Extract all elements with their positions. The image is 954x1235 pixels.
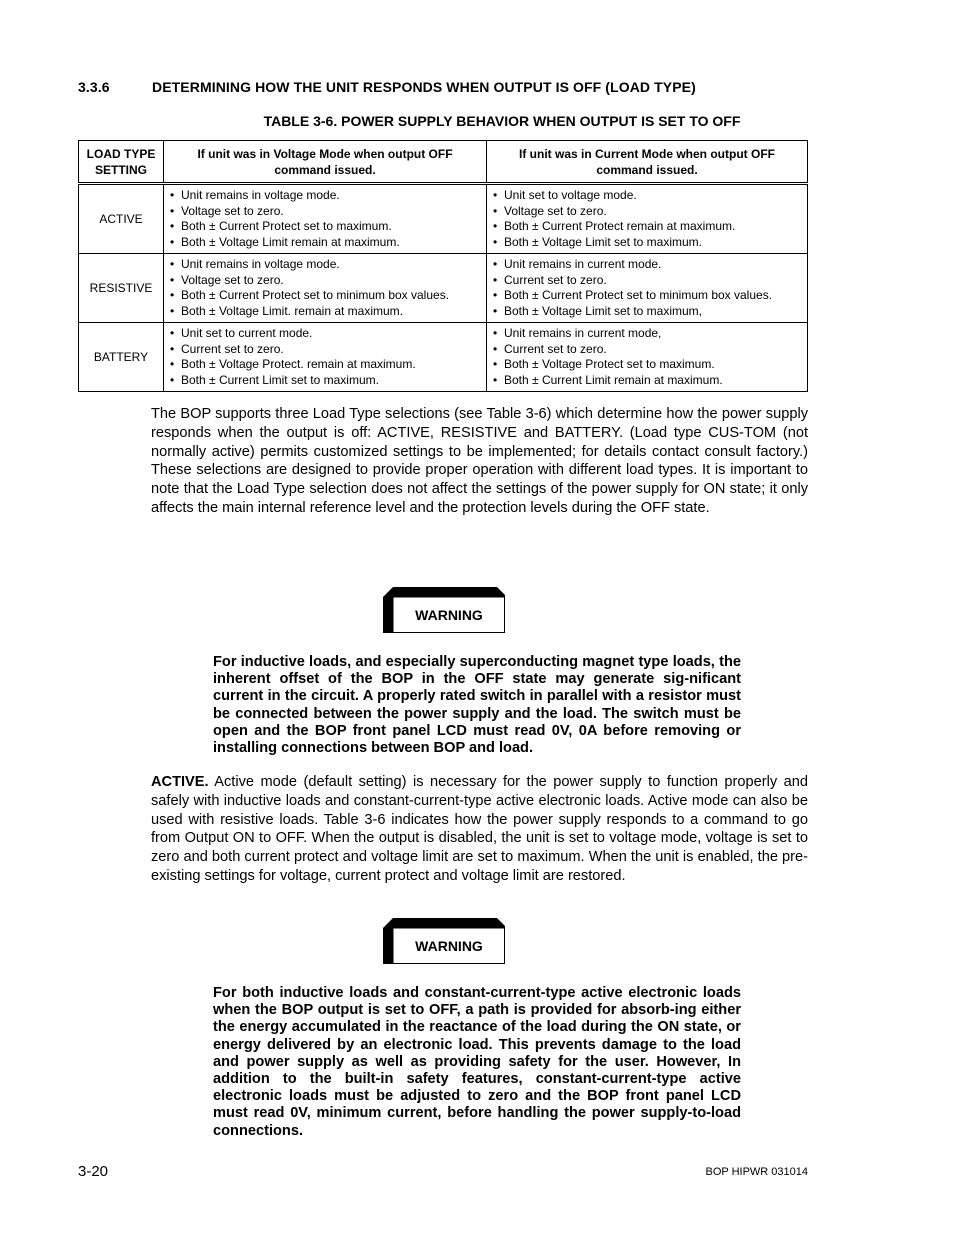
current-mode-cell: [487, 184, 808, 254]
section-title: DETERMINING HOW THE UNIT RESPONDS WHEN OUTPUT IS OFF (LOAD TYPE): [152, 79, 696, 95]
load-type-cell: BATTERY: [79, 323, 164, 392]
header-load-type: [79, 141, 164, 184]
list-item: • Both ± Voltage Limit remain at maximum.: [170, 235, 480, 251]
list-item: • Both ± Current Limit remain at maximum.: [493, 373, 801, 389]
list-item: • Both ± Current Protect set to minimum box values.: [170, 288, 480, 304]
current-mode-cell: [487, 323, 808, 392]
warning-label: WARNING: [415, 607, 483, 623]
list-item: • Voltage set to zero.: [170, 204, 480, 220]
load-type-cell: ACTIVE: [79, 184, 164, 254]
list-item: • Both ± Current Protect set to minimum box values.: [493, 288, 801, 304]
list-item: • Both ± Current Protect remain at maximum.: [493, 219, 801, 235]
header-load-type-line1: LOAD TYPE: [86, 146, 156, 161]
voltage-mode-cell: [164, 323, 487, 392]
list-item: • Both ± Current Limit set to maximum.: [170, 373, 480, 389]
intro-paragraph: The BOP supports three Load Type selections (see Table 3-6) which determine how the power supply responds when the output is off: ACTIVE, RESISTIVE and BATTERY. (Load type CUS-TOM (not normally active) permits customized settings to be implemented; for details contact consult factory.) These selections are designed to provide proper operation with different load types. It is important to note that the Load Type selection does not affect the settings of the power supply for ON state; it only affects the main internal reference level and the protection levels during the OFF state.: [151, 406, 808, 516]
warning-label: WARNING: [415, 938, 483, 954]
page-number: 3-20: [78, 1163, 109, 1180]
header-load-type-line2: SETTING: [94, 162, 147, 177]
load-type-cell: RESISTIVE: [79, 254, 164, 323]
list-item: • Current set to zero.: [493, 342, 801, 358]
list-item: • Unit remains in voltage mode.: [170, 188, 480, 204]
list-item: • Unit remains in voltage mode.: [170, 257, 480, 273]
header-current-mode: [487, 141, 808, 184]
document-id: BOP HIPWR 031014: [705, 1166, 808, 1178]
list-item: • Both ± Voltage Protect. remain at maximum.: [170, 357, 480, 373]
voltage-mode-cell: [164, 254, 487, 323]
list-item: • Both ± Voltage Limit set to maximum.: [493, 235, 801, 251]
list-item: • Voltage set to zero.: [493, 204, 801, 220]
list-item: • Both ± Voltage Limit set to maximum,: [493, 304, 801, 320]
header-voltage-line2: command issued.: [274, 162, 376, 177]
active-text: Active mode (default setting) is necessary for the power supply to function properly and safely with inductive loads and constant-current-type active electronic loads. Active mode can also be used with resistive loads. Table 3-6 indicates how the power supply responds to a command to go from Output ON to OFF. When the output is disabled, the unit is set to voltage mode, voltage is set to zero and both current protect and voltage limit are set to maximum. When the unit is enabled, the pre-existing settings for voltage, current protect and voltage limit are restored.: [151, 774, 808, 884]
warning-text-1: For inductive loads, and especially superconducting magnet type loads, the inherent offset of the BOP in the OFF state may generate sig-nificant current in the circuit. A properly rated switch in parallel with a resistor must be connected between the power supply and the load. The switch must be open and the BOP front panel LCD must read 0V, 0A before removing or installing connections between BOP and load.: [213, 654, 741, 757]
table-row: [79, 184, 808, 254]
header-voltage-line1: If unit was in Voltage Mode when output OFF: [197, 146, 453, 161]
list-item: • Both ± Current Protect set to maximum.: [170, 219, 480, 235]
table-header-row: [79, 141, 808, 184]
active-lead: ACTIVE.: [151, 774, 209, 790]
header-current-line1: If unit was in Current Mode when output OFF: [519, 146, 775, 161]
list-item: • Unit remains in current mode.: [493, 257, 801, 273]
active-paragraph: [151, 773, 808, 886]
list-item: • Unit set to voltage mode.: [493, 188, 801, 204]
header-voltage-mode: [164, 141, 487, 184]
warning-label-box: [383, 587, 505, 633]
table-row: [79, 254, 808, 323]
current-mode-cell: [487, 254, 808, 323]
list-item: • Current set to zero.: [170, 342, 480, 358]
voltage-mode-cell: [164, 184, 487, 254]
list-item: • Unit set to current mode.: [170, 326, 480, 342]
table-row: [79, 323, 808, 392]
load-type-table: [78, 140, 808, 392]
warning-label-box: [383, 918, 505, 964]
list-item: • Both ± Voltage Protect set to maximum.: [493, 357, 801, 373]
warning-text-2: For both inductive loads and constant-current-type active electronic loads when the BOP output is set to OFF, a path is provided for absorb-ing either the energy accumulated in the reactance of the load during the ON state, or energy delivered by an electronic load. This prevents damage to the load and power supply as well as providing safety for the user. However, In addition to the built-in safety features, constant-current-type active electronic loads must be adjusted to zero and the BOP front panel LCD must read 0V, minimum current, before handling the power supply-to-load connections.: [213, 985, 741, 1139]
header-current-line2: command issued.: [596, 162, 698, 177]
list-item: • Current set to zero.: [493, 273, 801, 289]
section-heading: [78, 79, 696, 95]
list-item: • Voltage set to zero.: [170, 273, 480, 289]
section-number: 3.3.6: [78, 79, 110, 95]
list-item: • Unit remains in current mode,: [493, 326, 801, 342]
table-caption: TABLE 3-6. POWER SUPPLY BEHAVIOR WHEN OUTPUT IS SET TO OFF: [263, 113, 741, 129]
list-item: • Both ± Voltage Limit. remain at maximum.: [170, 304, 480, 320]
